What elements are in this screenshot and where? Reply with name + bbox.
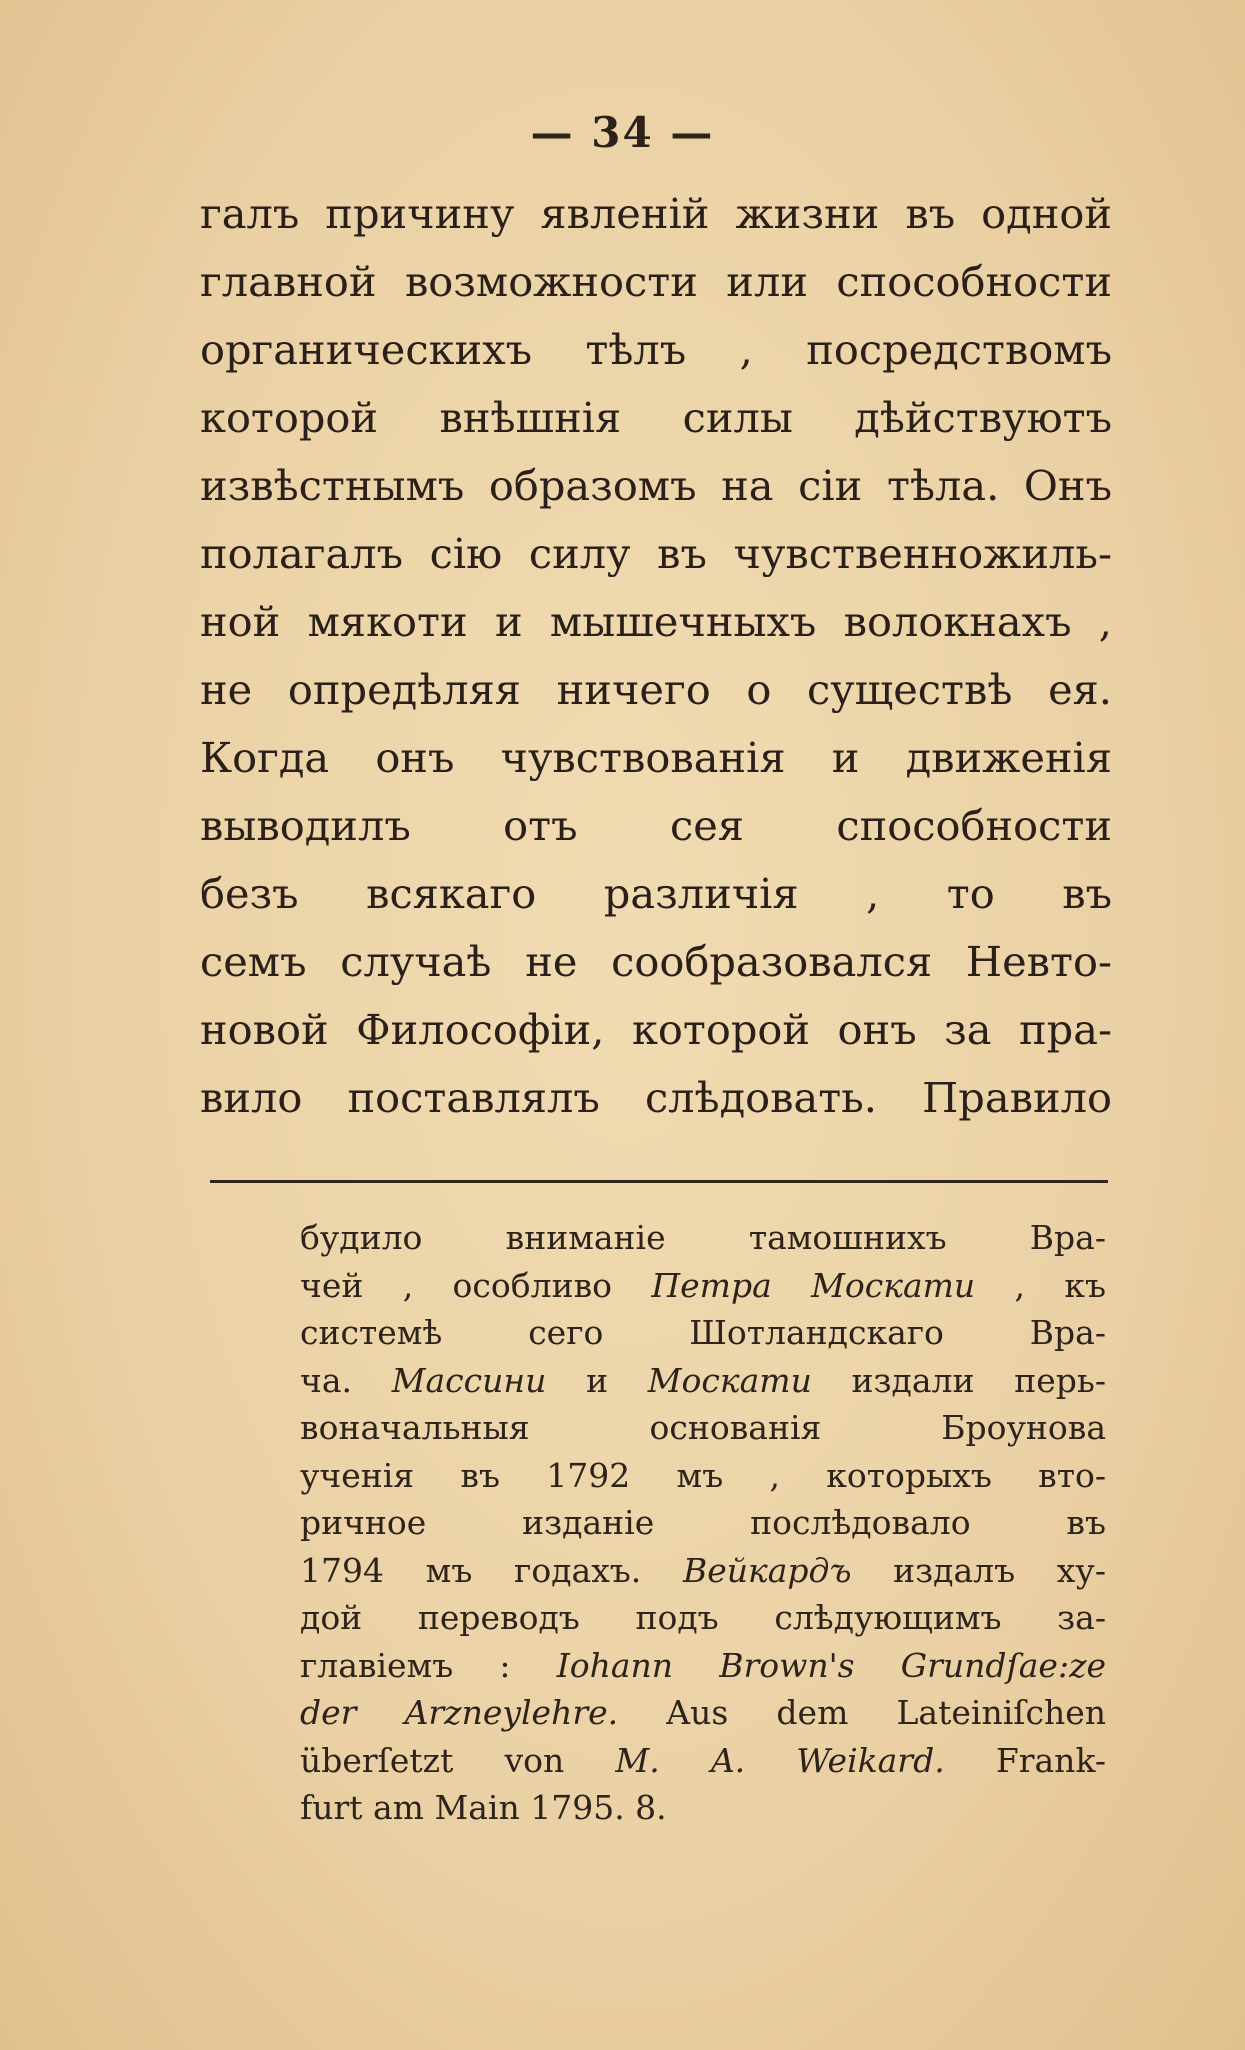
main-line: главной возможности или способности [200, 257, 1112, 306]
footnote-italic-title: der Arzneylehre. [300, 1693, 619, 1732]
footnote-text: главіемъ : [300, 1645, 557, 1685]
footnote-text: 1794 мъ годахъ. [300, 1550, 683, 1590]
footnote-text: ученія въ 1792 мъ , которыхъ вто- [300, 1455, 1106, 1495]
main-line: Когда онъ чувствованія и движенія [200, 733, 1112, 782]
footnote-text: и [546, 1360, 648, 1400]
footnote-text: издали перь- [811, 1360, 1106, 1400]
main-line: полагалъ сію силу въ чувственножиль- [200, 529, 1112, 578]
main-line: извѣстнымъ образомъ на сіи тѣла. Онъ [200, 461, 1112, 510]
footnote-line [300, 1737, 1106, 1785]
main-line: семъ случаѣ не сообразовался Невто- [200, 937, 1112, 986]
footnote-line [300, 1499, 1106, 1547]
footnote-text: überſetzt von [300, 1740, 616, 1780]
main-text-block [200, 180, 1112, 1132]
footnote-italic-name: Москати [647, 1360, 812, 1400]
footnote-text: furt am Main 1795. 8. [300, 1788, 667, 1827]
footnote-italic-name: Вейкардъ [683, 1550, 852, 1590]
main-line: выводилъ отъ сея способности [200, 801, 1112, 850]
footnote-line [300, 1547, 1106, 1595]
footnote-line [300, 1404, 1106, 1452]
main-line: ной мякоти и мышечныхъ волокнахъ , [200, 597, 1112, 646]
main-line: новой Философіи, которой онъ за пра- [200, 1005, 1112, 1054]
main-line: вило поставлялъ слѣдовать. Правило [200, 1073, 1112, 1122]
footnote-text: воначальныя основанія Броунова [300, 1408, 1106, 1447]
footnote-line [300, 1642, 1106, 1690]
footnote-italic-title: Iohann Brown's Grundſae:ze [556, 1645, 1106, 1685]
main-line: безъ всякаго различія , то въ [200, 869, 1112, 918]
main-line: галъ причину явленій жизни въ одной [200, 189, 1112, 238]
footnote-line [300, 1784, 1106, 1832]
footnote-text: дой переводъ подъ слѣдующимъ за- [300, 1598, 1106, 1637]
main-line: которой внѣшнія силы дѣйствуютъ [200, 393, 1112, 442]
footnote-line [300, 1594, 1106, 1642]
footnote-line [300, 1214, 1106, 1262]
footnote-separator-rule [210, 1180, 1108, 1183]
footnote-italic-name: M. A. Weikard. [615, 1740, 945, 1780]
footnote-text: , къ [975, 1265, 1106, 1305]
footnote-line [300, 1262, 1106, 1310]
main-line: не опредѣляя ничего о существѣ ея. [200, 665, 1112, 714]
footnote-italic-name: Массини [391, 1360, 547, 1400]
footnote-text: издалъ ху- [851, 1550, 1106, 1590]
footnote-line [300, 1309, 1106, 1357]
footnote-text: Frank- [944, 1740, 1107, 1780]
footnote-line [300, 1452, 1106, 1500]
footnote-text: чей , особливо [300, 1265, 652, 1305]
footnote-text: будило вниманіе тамошнихъ Вра- [300, 1218, 1106, 1257]
footnote-text: системѣ сего Шотландскаго Вра- [300, 1313, 1106, 1352]
page-number: — 34 — [530, 108, 715, 157]
footnote-text: ча. [300, 1360, 392, 1400]
main-line: органическихъ тѣлъ , посредствомъ [200, 325, 1112, 374]
footnote-text: ричное изданіе послѣдовало въ [300, 1503, 1106, 1542]
footnote-italic-name: Петра Москати [651, 1265, 976, 1305]
footnote-text: Aus dem Lateiniſchen [618, 1693, 1106, 1732]
footnote-line [300, 1357, 1106, 1405]
footnote-block [300, 1214, 1106, 1832]
footnote-line [300, 1689, 1106, 1737]
